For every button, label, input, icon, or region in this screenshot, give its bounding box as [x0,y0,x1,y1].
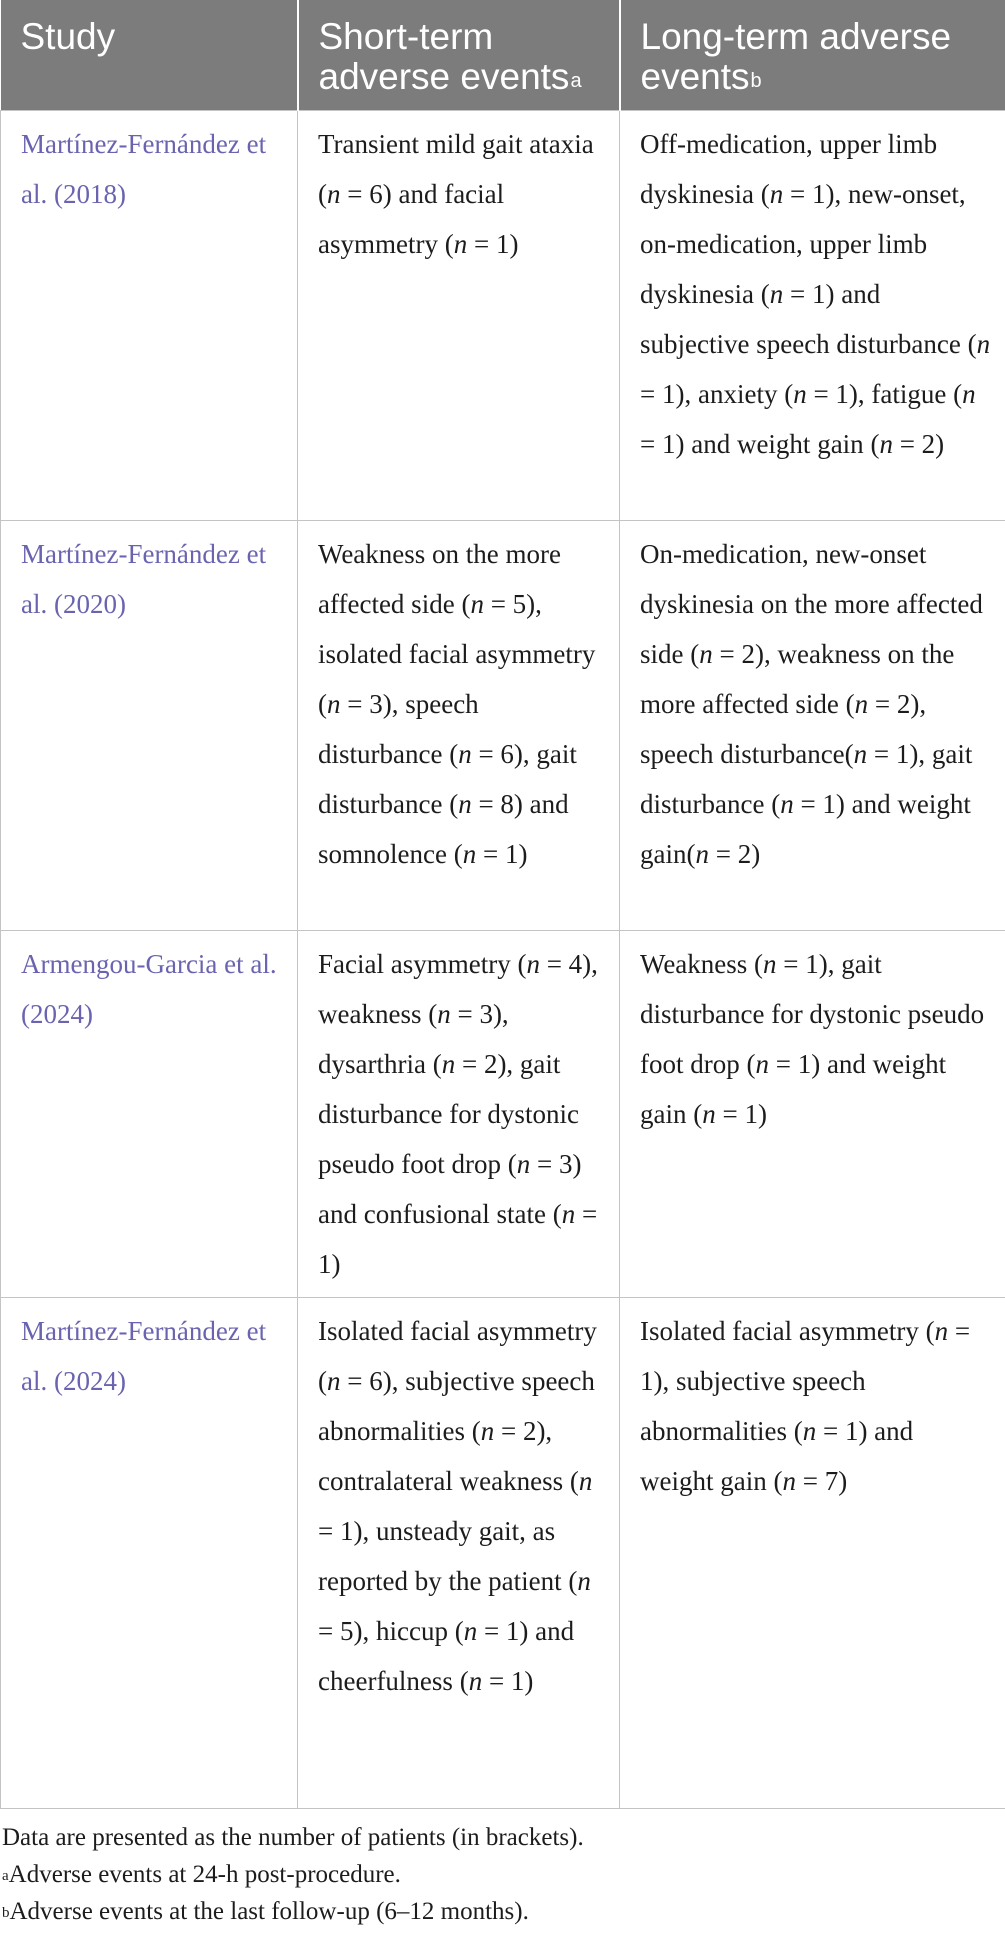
long-term-cell: Isolated facial asymmetry (n = 1), subjective speech abnormalities (n = 1) and weight gain (n = 7) [620,1298,1005,1809]
table-row [1,931,1005,1298]
footnote-a-text: Adverse events at 24-h post-procedure. [8,1861,401,1888]
study-link[interactable]: Martínez-Fernández et al. (2024) [1,1298,298,1809]
study-link[interactable]: Martínez-Fernández et al. (2020) [1,521,298,931]
long-term-cell: On-medication, new-onset dyskinesia on the more affected side (n = 2), weakness on the more affected side (n = 2), speech disturbance(n = 1), gait disturbance (n = 1) and weight gain(n = 2) [620,521,1005,931]
footnote-b-text: Adverse events at the last follow-up (6–12 months). [9,1898,529,1925]
footnote-marker-b: b [750,70,762,92]
header-row [1,0,1005,111]
short-term-cell: Isolated facial asymmetry (n = 6), subjective speech abnormalities (n = 2), contralateral weakness (n = 1), unsteady gait, as reported by the patient (n = 5), hiccup (n = 1) and cheerfulness (n = 1) [298,1298,620,1809]
header-study-label: Study [20,16,116,57]
header-long-term [620,0,1005,111]
study-link[interactable]: Martínez-Fernández et al. (2018) [1,111,298,521]
header-long-term-label: Long-term adverse events [640,16,952,97]
footnote-b [2,1893,1005,1930]
table-body [1,111,1005,1809]
study-link[interactable]: Armengou-Garcia et al. (2024) [1,931,298,1298]
long-term-cell: Weakness (n = 1), gait disturbance for dystonic pseudo foot drop (n = 1) and weight gain (n = 1) [620,931,1005,1298]
table-footnotes [0,1809,1005,1930]
header-short-term-label: Short-term adverse events [318,16,570,97]
footnote-a-marker: a [2,1868,9,1884]
table-header [1,0,1005,111]
short-term-cell: Transient mild gait ataxia (n = 6) and facial asymmetry (n = 1) [298,111,620,521]
header-study [1,0,298,111]
table-row [1,521,1005,931]
footnote-a [2,1856,1005,1893]
long-term-cell: Off-medication, upper limb dyskinesia (n = 1), new-onset, on-medication, upper limb dyskinesia (n = 1) and subjective speech disturbance (n = 1), anxiety (n = 1), fatigue (n = 1) and weight gain (n = 2) [620,111,1005,521]
table-row [1,111,1005,521]
footnote-marker-a: a [570,70,582,92]
footnote-b-marker: b [2,1905,10,1921]
header-short-term [298,0,620,111]
table-row [1,1298,1005,1809]
footnote-general: Data are presented as the number of patients (in brackets). [2,1824,584,1851]
short-term-cell: Weakness on the more affected side (n = 5), isolated facial asymmetry (n = 3), speech disturbance (n = 6), gait disturbance (n = 8) and somnolence (n = 1) [298,521,620,931]
short-term-cell: Facial asymmetry (n = 4), weakness (n = 3), dysarthria (n = 2), gait disturbance for dystonic pseudo foot drop (n = 3) and confusional state (n = 1) [298,931,620,1298]
